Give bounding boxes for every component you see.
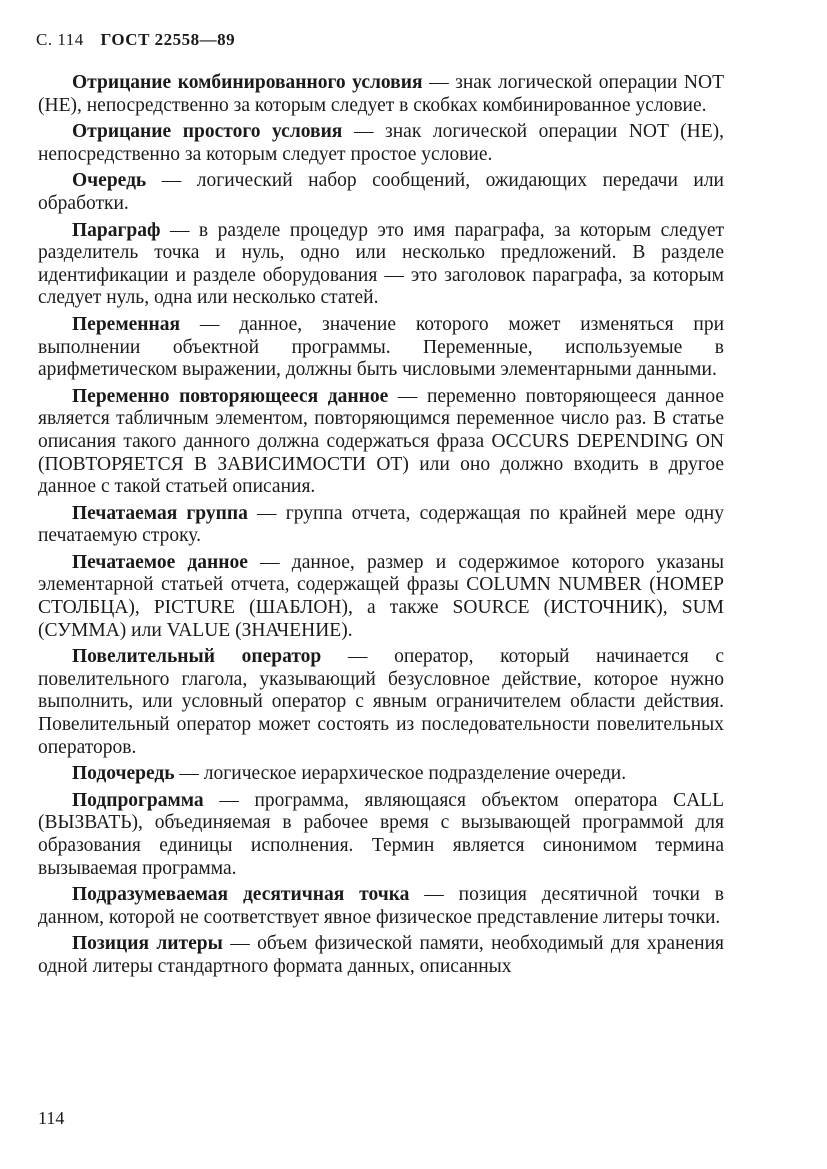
page-label: С. 114 xyxy=(36,30,84,49)
page-number: 114 xyxy=(38,1108,65,1128)
page-header xyxy=(36,30,235,50)
entry-definition: — данное, значение которого может изменяться при выполнении объектной программы. Переменные, используемые в арифметическом выражении, должны быть числовыми элементарными данными. xyxy=(38,313,724,381)
entry-definition: — программа, являющаяся объектом оператора CALL (ВЫЗВАТЬ), объединяемая в рабочее время с вызывающей программой для образования единицы исполнения. Термин является синонимом термина вызываемая программа. xyxy=(38,789,724,879)
entry-definition: — позиция десятичной точки в данном, которой не соответствует явное физическое представление литеры точки. xyxy=(38,884,725,928)
glossary-body xyxy=(38,72,724,983)
entry-definition: — группа отчета, содержащая по крайней мере одну печатаемую строку. xyxy=(38,502,724,547)
glossary-entry xyxy=(38,933,724,978)
glossary-entry xyxy=(38,646,724,759)
glossary-entry xyxy=(38,220,724,310)
glossary-entry xyxy=(38,121,724,166)
entry-definition: — логический набор сообщений, ожидающих передачи или обработки. xyxy=(38,170,724,214)
entry-term: Подпрограмма xyxy=(72,789,204,811)
glossary-entry xyxy=(38,763,724,786)
entry-term: Повелительный оператор xyxy=(72,646,322,668)
glossary-entry xyxy=(38,552,724,642)
entry-term: Параграф xyxy=(72,219,161,241)
glossary-entry xyxy=(38,386,724,499)
entry-term: Подразумеваемая десятичная точка xyxy=(72,884,410,906)
entry-definition: — переменно повторяющееся данное является табличным элементом, повторяющимся переменное число раз. В статье описания такого данного должна содержаться фраза OCCURS DEPENDING ON (ПОВТОРЯЕТСЯ В ЗАВИСИМОСТИ ОТ) или оно должно входить в другое данное с такой статьей описания. xyxy=(38,385,724,498)
glossary-entry xyxy=(38,503,724,548)
entry-term: Переменно повторяющееся данное xyxy=(72,385,389,407)
glossary-entry xyxy=(38,72,724,117)
entry-definition: — данное, размер и содержимое которого указаны элементарной статьей отчета, содержащей фразы COLUMN NUMBER (НОМЕР СТОЛБЦА), PICTURE (ШАБЛОН), а также SOURCE (ИСТОЧНИК), SUM (СУММА) или VALUE (ЗНАЧЕНИЕ). xyxy=(38,551,724,641)
entry-definition: — оператор, который начинается с повелительного глагола, указывающий безусловное действие, которое нужно выполнить, или условный оператор с явным ограничителем области действия. Повелительный оператор может состоять из последовательности повелительных операторов. xyxy=(38,646,725,758)
entry-definition: — знак логической операции NOT (НЕ), непосредственно за которым следует в скобках комбинированное условие. xyxy=(38,72,724,116)
entry-term: Отрицание комбинированного условия xyxy=(72,72,423,93)
entry-term: Переменная xyxy=(72,313,181,335)
entry-definition: — объем физической памяти, необходимый для хранения одной литеры стандартного формата данных, описанных xyxy=(38,933,724,977)
entry-term: Отрицание простого условия xyxy=(72,121,343,143)
glossary-entry xyxy=(38,314,724,382)
entry-term: Печатаемая группа xyxy=(72,502,248,524)
glossary-entry xyxy=(38,170,724,215)
entry-definition: — в разделе процедур это имя параграфа, за которым следует разделитель точка и нуль, одно или несколько предложений. В разделе идентификации и разделе оборудования — это заголовок параграфа, за которым следует нуль, одна или несколько статей. xyxy=(38,219,724,309)
entry-term: Позиция литеры xyxy=(72,933,223,955)
glossary-entry xyxy=(38,790,724,880)
entry-term: Очередь xyxy=(72,170,147,192)
entry-term: Подочередь xyxy=(72,763,175,785)
standard-title: ГОСТ 22558—89 xyxy=(100,30,236,49)
entry-definition: — логическое иерархическое подразделение очереди. xyxy=(174,763,627,785)
entry-term: Печатаемое данное xyxy=(72,551,248,573)
glossary-entry xyxy=(38,884,724,929)
entry-definition: — знак логической операции NOT (НЕ), непосредственно за которым следует простое условие. xyxy=(38,121,724,165)
